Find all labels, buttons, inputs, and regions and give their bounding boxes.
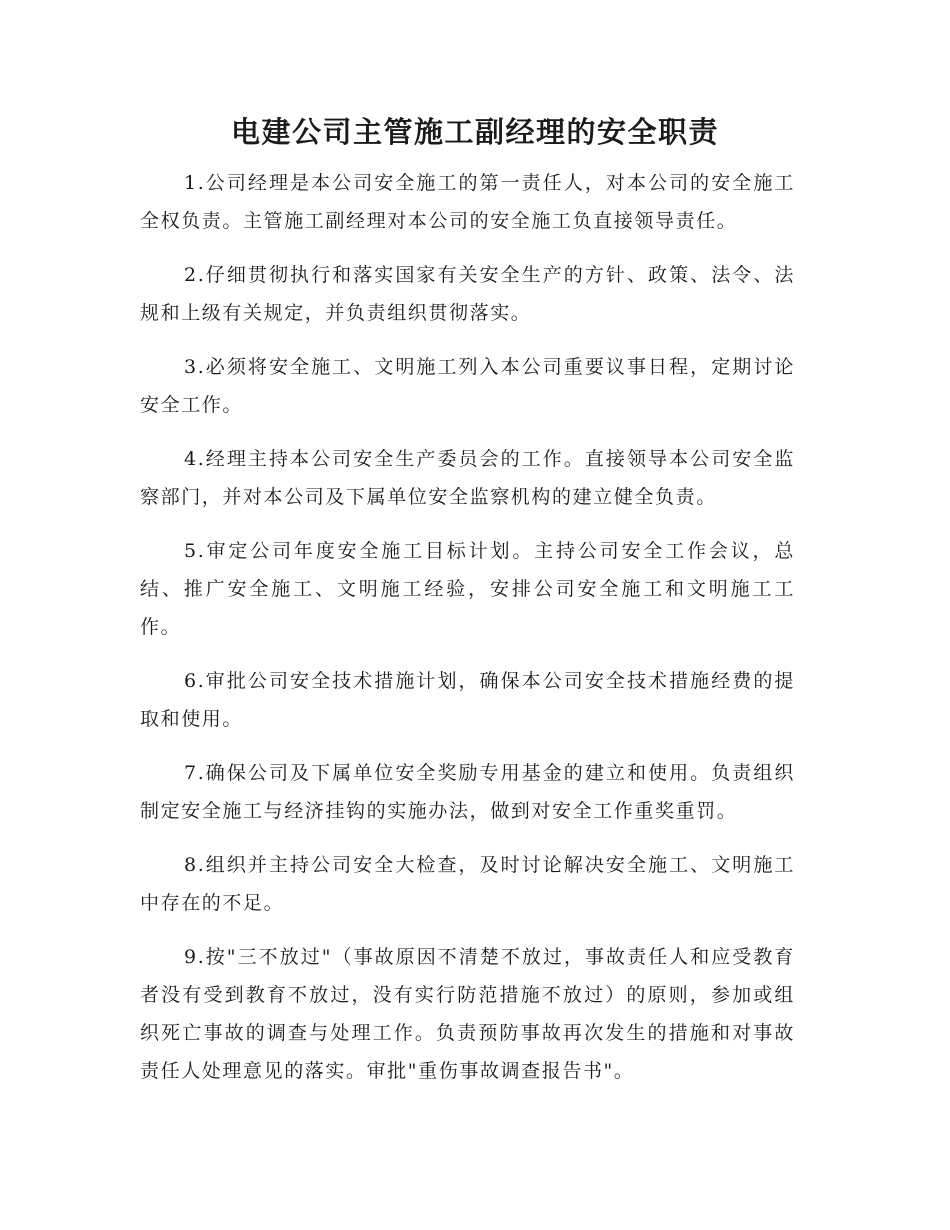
paragraph-8: 8.组织并主持公司安全大检查，及时讨论解决安全施工、文明施工中存在的不足。 bbox=[140, 854, 795, 914]
paragraph-7: 7.确保公司及下属单位安全奖励专用基金的建立和使用。负责组织制定安全施工与经济挂钩的实施办法，做到对安全工作重奖重罚。 bbox=[140, 762, 795, 822]
paragraph-6: 6.审批公司安全技术措施计划，确保本公司安全技术措施经费的提取和使用。 bbox=[140, 670, 795, 730]
document-title: 电建公司主管施工副经理的安全职责 bbox=[230, 115, 719, 149]
paragraph-4: 4.经理主持本公司安全生产委员会的工作。直接领导本公司安全监察部门，并对本公司及下属单位安全监察机构的建立健全负责。 bbox=[140, 448, 795, 508]
paragraph-3: 3.必须将安全施工、文明施工列入本公司重要议事日程，定期讨论安全工作。 bbox=[140, 356, 795, 416]
paragraph-5: 5.审定公司年度安全施工目标计划。主持公司安全工作会议，总结、推广安全施工、文明施工经验，安排公司安全施工和文明施工工作。 bbox=[140, 540, 795, 638]
document-body bbox=[140, 164, 795, 1106]
paragraph-1: 1.公司经理是本公司安全施工的第一责任人，对本公司的安全施工全权负责。主管施工副经理对本公司的安全施工负直接领导责任。 bbox=[140, 172, 795, 232]
paragraph-2: 2.仔细贯彻执行和落实国家有关安全生产的方针、政策、法令、法规和上级有关规定，并负责组织贯彻落实。 bbox=[140, 264, 795, 324]
paragraph-9: 9.按"三不放过"（事故原因不清楚不放过，事故责任人和应受教育者没有受到教育不放过，没有实行防范措施不放过）的原则，参加或组织死亡事故的调查与处理工作。负责预防事故再次发生的措施和对事故责任人处理意见的落实。审批"重伤事故调查报告书"。 bbox=[140, 946, 795, 1082]
